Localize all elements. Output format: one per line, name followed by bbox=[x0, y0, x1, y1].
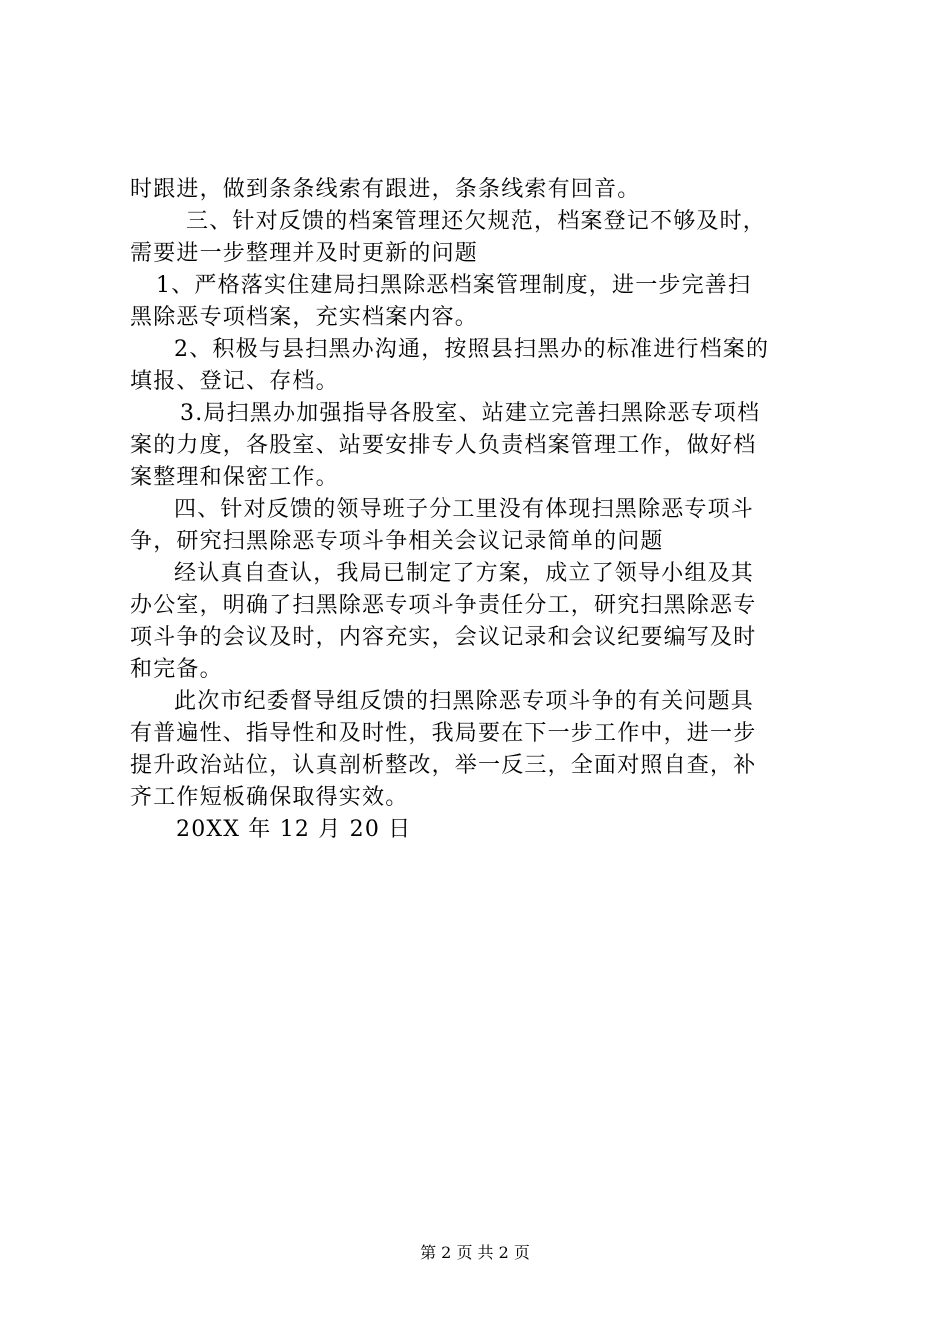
list-item-line: 案的力度，各股室、站要安排专人负责档案管理工作，做好档 bbox=[130, 433, 757, 458]
section-heading-line: 四、针对反馈的领导班子分工里没有体现扫黑除恶专项斗 bbox=[174, 497, 755, 522]
page-number-footer: 第 2 页 共 2 页 bbox=[420, 1243, 530, 1262]
section-heading-line: 三、针对反馈的档案管理还欠规范，档案登记不够及时， bbox=[186, 209, 767, 234]
paragraph-line: 提升政治站位，认真剖析整改，举一反三，全面对照自查，补 bbox=[130, 753, 757, 778]
paragraph-line: 项斗争的会议及时，内容充实，会议记录和会议纪要编写及时 bbox=[130, 625, 757, 650]
list-item-line: 2、积极与县扫黑办沟通，按照县扫黑办的标准进行档案的 bbox=[174, 337, 770, 362]
list-item-line: 案整理和保密工作。 bbox=[130, 465, 339, 490]
paragraph-line: 有普遍性、指导性和及时性，我局要在下一步工作中，进一步 bbox=[130, 721, 757, 746]
document-body bbox=[130, 174, 830, 846]
list-item-line: 1、严格落实住建局扫黑除恶档案管理制度，进一步完善扫 bbox=[156, 273, 752, 298]
paragraph-line: 办公室，明确了扫黑除恶专项斗争责任分工，研究扫黑除恶专 bbox=[130, 593, 757, 618]
document-date: 20XX 年 12 月 20 日 bbox=[176, 817, 412, 842]
list-item-line: 3.局扫黑办加强指导各股室、站建立完善扫黑除恶专项档 bbox=[180, 401, 761, 426]
list-item-line: 黑除恶专项档案，充实档案内容。 bbox=[130, 305, 479, 330]
paragraph-line: 此次市纪委督导组反馈的扫黑除恶专项斗争的有关问题具 bbox=[174, 689, 755, 714]
paragraph-line: 和完备。 bbox=[130, 657, 223, 682]
paragraph-line: 时跟进，做到条条线索有跟进，条条线索有回音。 bbox=[130, 177, 641, 202]
paragraph-line: 经认真自查认，我局已制定了方案，成立了领导小组及其 bbox=[174, 561, 755, 586]
list-item-line: 填报、登记、存档。 bbox=[130, 369, 339, 394]
section-heading-line: 需要进一步整理并及时更新的问题 bbox=[130, 241, 479, 266]
section-heading-line: 争，研究扫黑除恶专项斗争相关会议记录简单的问题 bbox=[130, 529, 664, 554]
paragraph-line: 齐工作短板确保取得实效。 bbox=[130, 785, 409, 810]
